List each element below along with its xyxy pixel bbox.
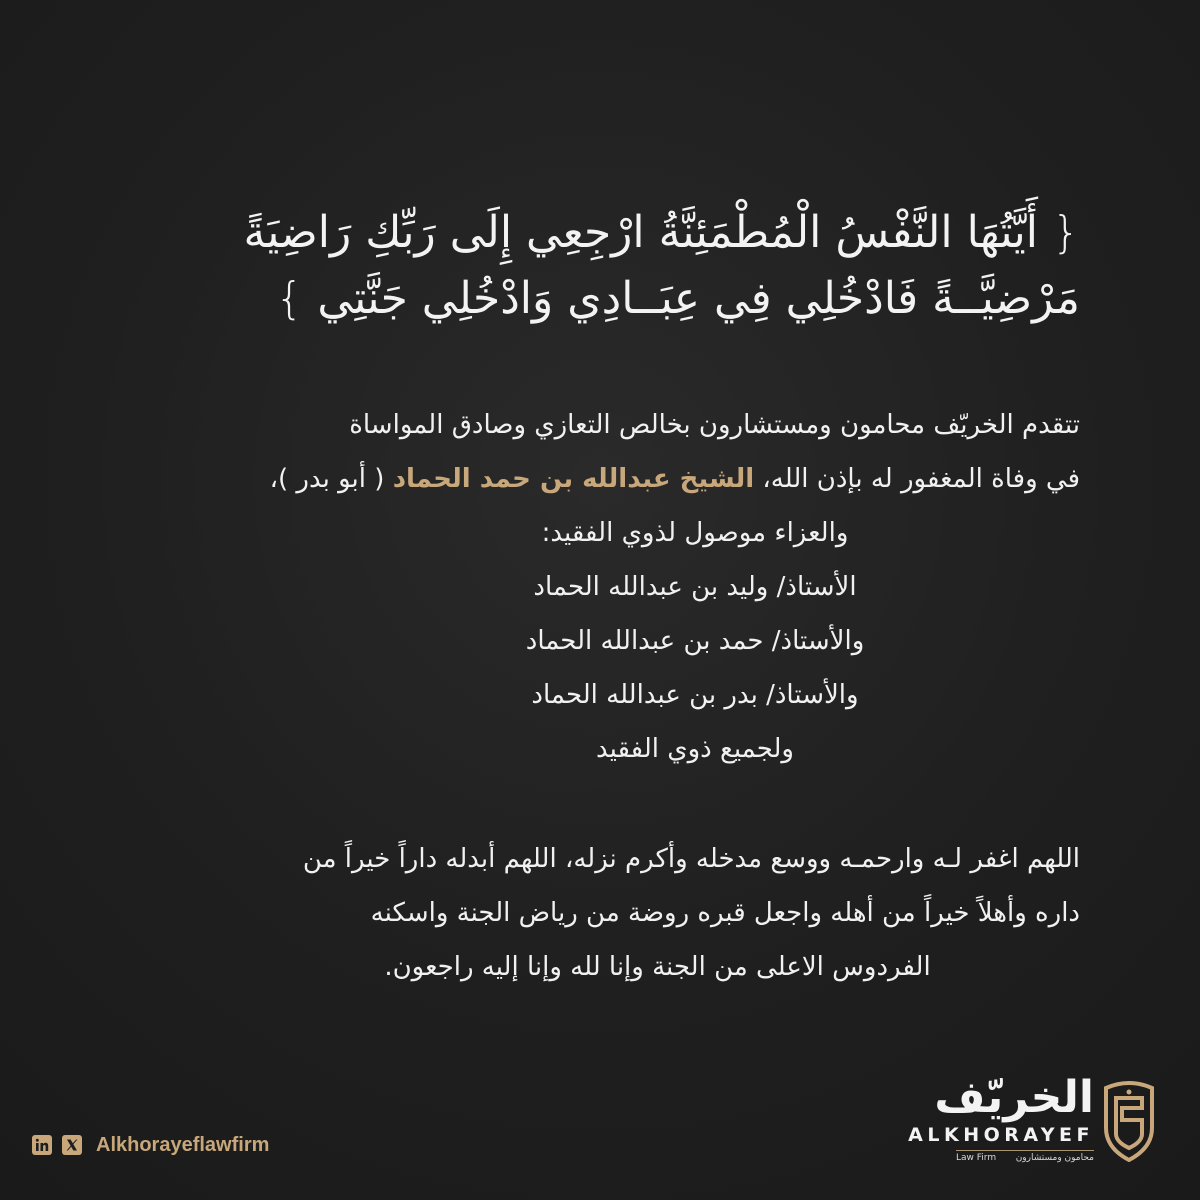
- condolence-line-1: تتقدم الخريّف محامون ومستشارون بخالص التعازي وصادق المواساة: [349, 410, 1080, 440]
- social-handle[interactable]: Alkhorayeflawfirm: [96, 1133, 270, 1156]
- deceased-name: الشيخ عبدالله بن حمد الحماد: [392, 464, 755, 494]
- brand-subtitle-english: Law Firm: [956, 1153, 997, 1163]
- condolence-line-2-suffix: ( أبو بدر )،: [269, 464, 385, 494]
- prayer-text: [120, 832, 1080, 994]
- relative-item: والأستاذ/ حمد بن عبدالله الحماد: [525, 626, 865, 656]
- brand-logo: [908, 1072, 1156, 1172]
- prayer-line-3: الفردوس الاعلى من الجنة وإنا لله وإنا إليه راجعون.: [384, 952, 931, 982]
- shield-logo-icon: [1102, 1078, 1156, 1162]
- prayer-line-2: داره وأهلاً خيراً من أهله واجعل قبره روضة من رياض الجنة واسكنه: [370, 898, 1080, 928]
- condolence-line-2-prefix: في وفاة المغفور له بإذن الله،: [762, 464, 1080, 494]
- x-icon[interactable]: [62, 1135, 82, 1155]
- relative-item: والأستاذ/ بدر بن عبدالله الحماد: [531, 680, 859, 710]
- brand-subtitle-arabic: محامون ومستشارون: [1015, 1153, 1094, 1163]
- linkedin-icon[interactable]: [32, 1135, 52, 1155]
- brand-name-english: ALKHORAYEF: [908, 1124, 1094, 1146]
- brand-subtitle: [956, 1153, 1094, 1163]
- condolence-message: [120, 398, 1080, 776]
- condolence-line-3: والعزاء موصول لذوي الفقيد:: [541, 518, 849, 548]
- relative-item: الأستاذ/ وليد بن عبدالله الحماد: [533, 572, 857, 602]
- condolence-line-2: [120, 452, 1080, 506]
- brand-divider: [956, 1150, 1094, 1151]
- verse-line-1: { أَيَّتُهَا النَّفْسُ الْمُطْمَئِنَّةُ ارْجِعِي إِلَى رَبِّكِ رَاضِيَةً: [243, 207, 1080, 258]
- condolence-closing: ولجميع ذوي الفقيد: [596, 734, 794, 764]
- prayer-line-1: اللهم اغفر لـه وارحمـه ووسع مدخله وأكرم نزله، اللهم أبدله داراً خيراً من: [302, 844, 1080, 874]
- brand-name-arabic: الخريّف: [934, 1072, 1094, 1123]
- social-footer: [32, 1133, 269, 1157]
- verse-line-2: مَرْضِيَّــةً فَادْخُلِي فِي عِبَــادِي وَادْخُلِي جَنَّتِي }: [275, 273, 1080, 324]
- quran-verse: [120, 200, 1080, 332]
